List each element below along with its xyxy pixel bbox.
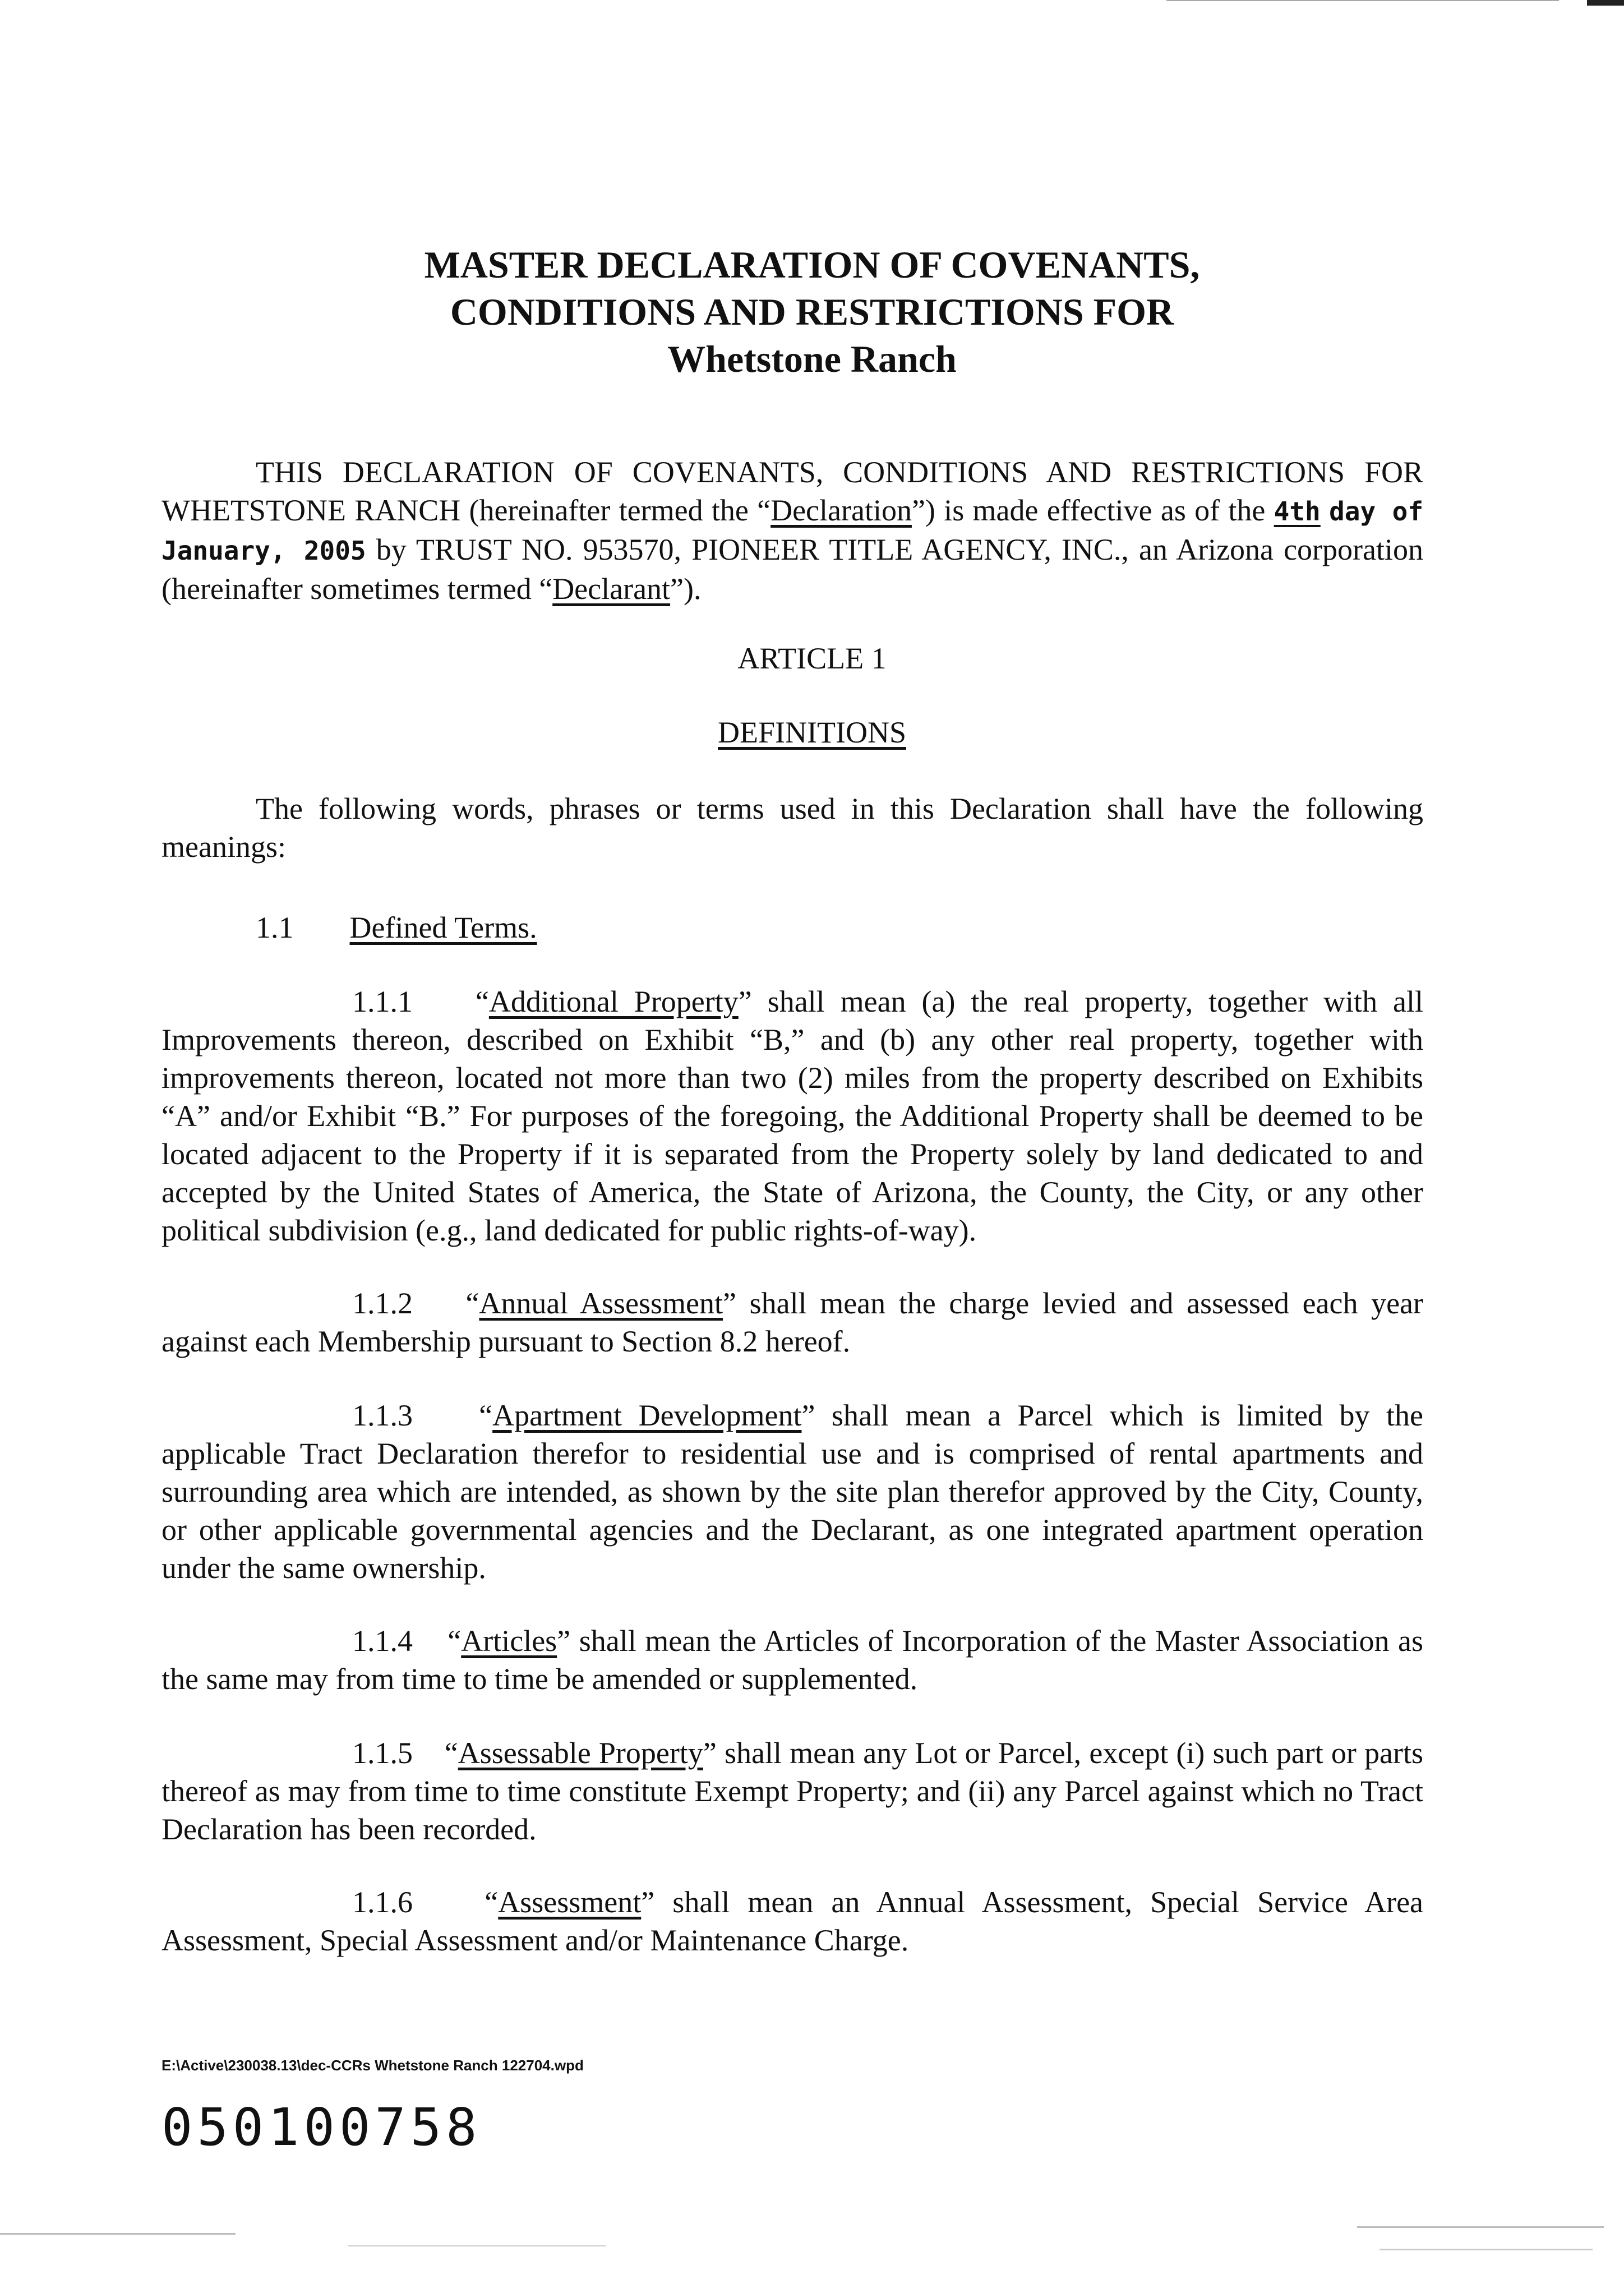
section-1-1: [256, 908, 537, 947]
lead-paragraph: The following words, phrases or terms used in this Declaration shall have the following meanings:: [162, 792, 1423, 864]
definition-term: Assessable Property: [458, 1736, 703, 1770]
effective-day: 4th: [1274, 496, 1321, 527]
definition-number: 1.1.4: [352, 1624, 413, 1658]
definition-term: Assessment: [498, 1885, 642, 1919]
definition-text: ” shall mean the charge levied and assessed each year against each Membership pursuant to Section 8.2 hereof.: [162, 1286, 1424, 1358]
definitions-heading-text: DEFINITIONS: [718, 716, 906, 749]
intro-text-3: by TRUST NO. 953570, PIONEER TITLE AGENCY, INC., an Arizona corporation (hereinafter sometimes termed “: [162, 533, 1423, 606]
definition-text: ” shall mean (a) the real property, together with all Improvements thereon, described on Exhibit “B,” and (b) any other real property, together with improvements thereon, located not more than two (2) miles from the property described on Exhibits “A” and/or Exhibit “B.” For purposes of the foregoing, the Additional Property shall be deemed to be located adjacent to the Property if it is separated from the Property solely by land dedicated to and accepted by the United States of America, the State of Arizona, the County, the City, or any other political subdivision (e.g., land dedicated for public rights-of-way).: [162, 985, 1424, 1247]
title-line-3: Whetstone Ranch: [667, 338, 957, 380]
title-line-1: MASTER DECLARATION OF COVENANTS,: [424, 243, 1200, 286]
section-number: 1.1: [256, 911, 294, 944]
definition-number: 1.1.1: [352, 985, 413, 1018]
definition-1-1-3: 1.1.3 “Apartment Development” shall mean a Parcel which is limited by the applicable Tract Declaration therefor to residential use and is comprised of rental apartments and surrounding area which are intended, as shown by the site plan therefor approved by the City, County, or other applicable governmental agencies and the Declarant, as one integrated apartment operation under the same ownership.: [162, 1399, 1423, 1585]
definition-1-1-5: 1.1.5 “Assessable Property” shall mean any Lot or Parcel, except (i) such part or parts thereof as may from time to time constitute Exempt Property; and (ii) any Parcel against which no Tract Declaration has been recorded.: [162, 1736, 1424, 1846]
definition-text: ” shall mean any Lot or Parcel, except (i) such part or parts thereof as may from time to time constitute Exempt Property; and (ii) any Parcel against which no Tract Declaration has been recorded.: [162, 1736, 1424, 1846]
definition-number: 1.1.2: [352, 1286, 413, 1320]
definition-1-1-2: 1.1.2 “Annual Assessment” shall mean the charge levied and assessed each year against each Membership pursuant to Section 8.2 hereof.: [162, 1286, 1424, 1358]
definition-text: ” shall mean the Articles of Incorporation of the Master Association as the same may from time to time be amended or supplemented.: [162, 1624, 1424, 1696]
article-heading: ARTICLE 1: [737, 642, 887, 675]
effective-date: day of January, 2005: [162, 496, 1424, 566]
intro-text-4: ”).: [670, 572, 702, 606]
definition-text: ” shall mean an Annual Assessment, Special Service Area Assessment, Special Assessment and/or Maintenance Charge.: [162, 1885, 1424, 1957]
declarant-term: Declarant: [552, 572, 671, 606]
declaration-term: Declaration: [771, 493, 912, 527]
definition-term: Additional Property: [488, 985, 739, 1018]
definitions-heading: [0, 713, 1624, 751]
definition-number: 1.1.5: [352, 1736, 413, 1770]
definition-text: ” shall mean a Parcel which is limited by the applicable Tract Declaration therefor to residential use and is comprised of rental apartments and surrounding area which are intended, as shown by the site plan therefor approved by the City, County, or other applicable governmental agencies and the Declarant, as one integrated apartment operation under the same ownership.: [162, 1399, 1423, 1585]
section-title: Defined Terms.: [349, 911, 537, 944]
title-line-2: CONDITIONS AND RESTRICTIONS FOR: [450, 290, 1174, 333]
definition-term: Apartment Development: [492, 1399, 802, 1432]
intro-paragraph: [162, 453, 1423, 608]
definition-1-1-1: 1.1.1 “Additional Property” shall mean (a) the real property, together with all Improvements thereon, described on Exhibit “B,” and (b) any other real property, together with improvements thereon, located not more than two (2) miles from the property described on Exhibits “A” and/or Exhibit “B.” For purposes of the foregoing, the Additional Property shall be deemed to be located adjacent to the Property if it is separated from the Property solely by land dedicated to and accepted by the United States of America, the State of Arizona, the County, the City, or any other political subdivision (e.g., land dedicated for public rights-of-way).: [162, 985, 1424, 1247]
scan-artifact: [1357, 2226, 1604, 2228]
scan-artifact: [0, 2233, 236, 2235]
footer-file-path: E:\Active\230038.13\dec-CCRs Whetstone Ranch 122704.wpd: [162, 2057, 584, 2074]
definition-number: 1.1.6: [352, 1885, 413, 1919]
definition-1-1-4: 1.1.4 “Articles” shall mean the Articles of Incorporation of the Master Association as the same may from time to time be amended or supplemented.: [162, 1624, 1424, 1696]
document-number: 050100758: [162, 2097, 482, 2157]
intro-text-1: THIS DECLARATION OF COVENANTS, CONDITIONS AND RESTRICTIONS FOR WHETSTONE RANCH (hereinafter termed the “: [162, 455, 1423, 527]
definition-term: Articles: [461, 1624, 557, 1658]
definition-term: Annual Assessment: [479, 1286, 723, 1320]
scan-artifact: [348, 2245, 606, 2246]
scan-artifact: [1380, 2249, 1593, 2250]
definition-1-1-6: 1.1.6 “Assessment” shall mean an Annual Assessment, Special Service Area Assessment, Special Assessment and/or Maintenance Charge.: [162, 1885, 1424, 1957]
scan-artifact: [1587, 0, 1624, 6]
intro-text-2: ”) is made effective as of the: [911, 493, 1274, 527]
definition-number: 1.1.3: [352, 1399, 413, 1432]
scan-artifact: [1166, 0, 1559, 1]
